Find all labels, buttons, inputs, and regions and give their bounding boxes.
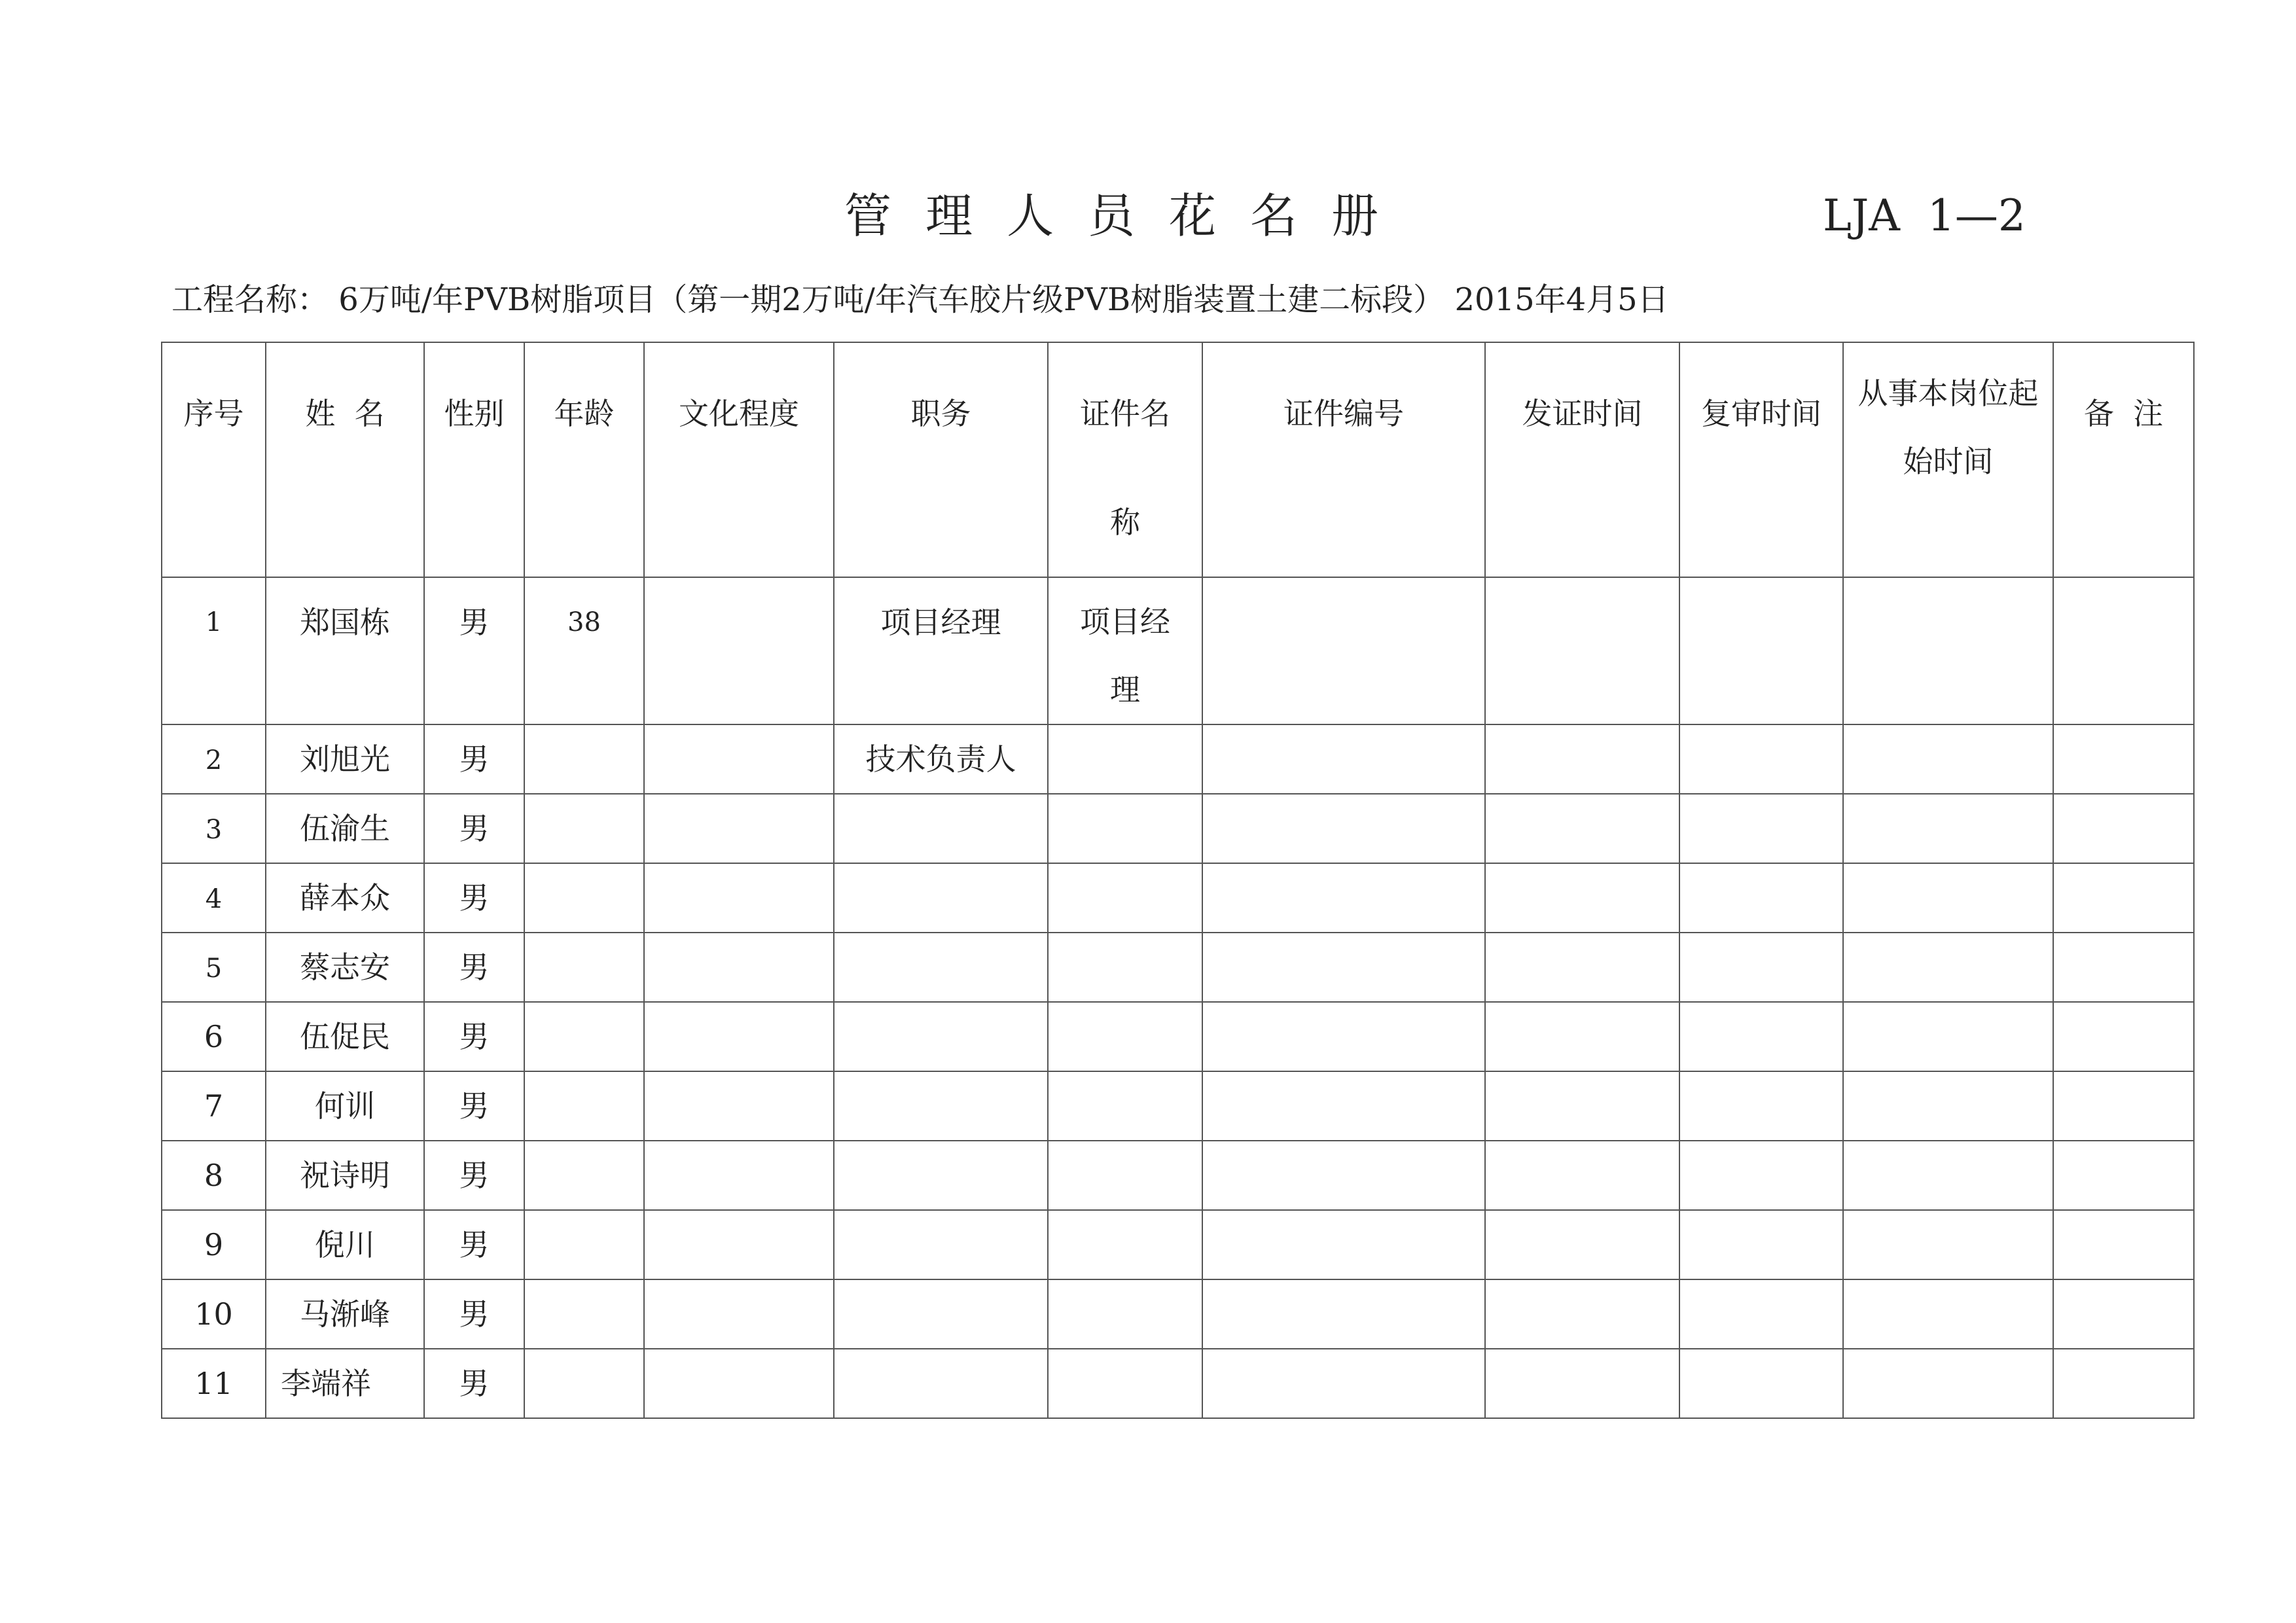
project-label: 工程名称： [171, 281, 329, 318]
cell-education [644, 1141, 834, 1210]
cell-age [524, 933, 644, 1002]
cell-gender: 男 [424, 577, 524, 724]
cell-name: 李端祥 [266, 1349, 424, 1418]
cell-gender: 男 [424, 1002, 524, 1071]
cell-remarks [2053, 724, 2194, 794]
cell-review-date [1679, 1002, 1843, 1071]
table-row [162, 577, 2194, 724]
cell-cert-no [1202, 933, 1485, 1002]
cell-cert-no [1202, 1002, 1485, 1071]
table-row [162, 863, 2194, 933]
cell-start-time [1843, 1141, 2053, 1210]
cell-cert-name: 项目经理 [1048, 577, 1202, 724]
personnel-roster-table [161, 342, 2195, 1419]
header-age: 年龄 [524, 342, 644, 577]
table-row [162, 724, 2194, 794]
cell-cert-name [1048, 1071, 1202, 1141]
cell-education [644, 1279, 834, 1349]
header-cert-name: 证件名称 [1048, 342, 1202, 577]
table-row [162, 1071, 2194, 1141]
table-header-row [162, 342, 2194, 577]
cell-remarks [2053, 1349, 2194, 1418]
cell-name: 马渐峰 [266, 1279, 424, 1349]
table-row [162, 1141, 2194, 1210]
cell-age [524, 1002, 644, 1071]
cell-start-time [1843, 577, 2053, 724]
cell-education [644, 863, 834, 933]
cell-issue-date [1485, 1141, 1679, 1210]
cell-issue-date [1485, 1002, 1679, 1071]
cell-remarks [2053, 1071, 2194, 1141]
cell-seq: 6 [162, 1002, 266, 1071]
cell-cert-no [1202, 1210, 1485, 1279]
cell-education [644, 794, 834, 863]
cell-cert-no [1202, 724, 1485, 794]
cell-cert-name [1048, 1141, 1202, 1210]
cell-seq: 10 [162, 1279, 266, 1349]
cell-cert-name [1048, 724, 1202, 794]
cell-cert-no [1202, 577, 1485, 724]
cell-education [644, 1349, 834, 1418]
cell-education [644, 577, 834, 724]
cell-remarks [2053, 794, 2194, 863]
cell-gender: 男 [424, 933, 524, 1002]
cell-start-time [1843, 1349, 2053, 1418]
cell-position [834, 1349, 1048, 1418]
cell-cert-no [1202, 794, 1485, 863]
cell-issue-date [1485, 933, 1679, 1002]
document-title: 管理人员花名册 [844, 188, 1413, 243]
cell-name: 郑国栋 [266, 577, 424, 724]
cell-education [644, 1071, 834, 1141]
cell-review-date [1679, 1349, 1843, 1418]
cell-issue-date [1485, 1071, 1679, 1141]
cell-position [834, 1071, 1048, 1141]
cell-cert-no [1202, 863, 1485, 933]
cell-education [644, 933, 834, 1002]
cell-position [834, 863, 1048, 933]
cell-start-time [1843, 1071, 2053, 1141]
cell-name: 祝诗明 [266, 1141, 424, 1210]
cell-education [644, 1210, 834, 1279]
cell-start-time [1843, 794, 2053, 863]
table-row [162, 933, 2194, 1002]
header-start-time: 从事本岗位起始时间 [1843, 342, 2053, 577]
cell-gender: 男 [424, 1141, 524, 1210]
cell-position [834, 933, 1048, 1002]
cell-name: 伍渝生 [266, 794, 424, 863]
cell-seq: 11 [162, 1349, 266, 1418]
cell-education [644, 724, 834, 794]
cell-review-date [1679, 1141, 1843, 1210]
cell-position [834, 1279, 1048, 1349]
cell-age [524, 863, 644, 933]
cell-start-time [1843, 1279, 2053, 1349]
cell-cert-name [1048, 1002, 1202, 1071]
header-education: 文化程度 [644, 342, 834, 577]
cell-name: 薛本众 [266, 863, 424, 933]
cell-start-time [1843, 933, 2053, 1002]
cell-review-date [1679, 1071, 1843, 1141]
cell-age [524, 1210, 644, 1279]
cell-age [524, 1071, 644, 1141]
cell-seq: 9 [162, 1210, 266, 1279]
cell-position [834, 1141, 1048, 1210]
cell-gender: 男 [424, 1071, 524, 1141]
cell-seq: 3 [162, 794, 266, 863]
cell-seq: 5 [162, 933, 266, 1002]
cell-issue-date [1485, 577, 1679, 724]
cell-name: 蔡志安 [266, 933, 424, 1002]
cell-gender: 男 [424, 794, 524, 863]
table-row [162, 1002, 2194, 1071]
cell-seq: 4 [162, 863, 266, 933]
cell-review-date [1679, 1210, 1843, 1279]
cell-seq: 8 [162, 1141, 266, 1210]
cell-name: 何训 [266, 1071, 424, 1141]
cell-age [524, 724, 644, 794]
cell-name: 倪川 [266, 1210, 424, 1279]
cell-position [834, 1002, 1048, 1071]
cell-gender: 男 [424, 1349, 524, 1418]
cell-gender: 男 [424, 724, 524, 794]
cell-age [524, 1141, 644, 1210]
cell-seq: 2 [162, 724, 266, 794]
header-cert-no: 证件编号 [1202, 342, 1485, 577]
cell-cert-no [1202, 1071, 1485, 1141]
cell-cert-name [1048, 1349, 1202, 1418]
cell-issue-date [1485, 1279, 1679, 1349]
cell-position: 技术负责人 [834, 724, 1048, 794]
header-remarks: 备 注 [2053, 342, 2194, 577]
cell-issue-date [1485, 724, 1679, 794]
cell-gender: 男 [424, 1210, 524, 1279]
cell-name: 伍促民 [266, 1002, 424, 1071]
cell-position [834, 794, 1048, 863]
cell-issue-date [1485, 863, 1679, 933]
cell-seq: 7 [162, 1071, 266, 1141]
cell-cert-no [1202, 1349, 1485, 1418]
cell-cert-name [1048, 1210, 1202, 1279]
cell-start-time [1843, 1210, 2053, 1279]
cell-remarks [2053, 933, 2194, 1002]
cell-start-time [1843, 863, 2053, 933]
cell-gender: 男 [424, 1279, 524, 1349]
cell-age [524, 794, 644, 863]
cell-review-date [1679, 724, 1843, 794]
cell-issue-date [1485, 1210, 1679, 1279]
project-line [171, 274, 1669, 326]
table-row [162, 1210, 2194, 1279]
cell-start-time [1843, 724, 2053, 794]
header-position: 职务 [834, 342, 1048, 577]
header-name: 姓 名 [266, 342, 424, 577]
cell-age: 38 [524, 577, 644, 724]
cell-remarks [2053, 863, 2194, 933]
table-row [162, 1349, 2194, 1418]
header-seq: 序号 [162, 342, 266, 577]
cell-remarks [2053, 1141, 2194, 1210]
cell-review-date [1679, 577, 1843, 724]
cell-cert-name [1048, 933, 1202, 1002]
cell-remarks [2053, 1002, 2194, 1071]
table-row [162, 1279, 2194, 1349]
cell-remarks [2053, 1279, 2194, 1349]
cell-review-date [1679, 794, 1843, 863]
project-name: 6万吨/年PVB树脂项目（第一期2万吨/年汽车胶片级PVB树脂装置土建二标段） [338, 281, 1445, 318]
cell-age [524, 1349, 644, 1418]
cell-cert-no [1202, 1141, 1485, 1210]
cell-review-date [1679, 933, 1843, 1002]
header-issue-date: 发证时间 [1485, 342, 1679, 577]
cell-remarks [2053, 577, 2194, 724]
cell-cert-name [1048, 863, 1202, 933]
cell-education [644, 1002, 834, 1071]
cell-review-date [1679, 1279, 1843, 1349]
cell-issue-date [1485, 794, 1679, 863]
cell-position [834, 1210, 1048, 1279]
cell-name: 刘旭光 [266, 724, 424, 794]
cell-remarks [2053, 1210, 2194, 1279]
cell-seq: 1 [162, 577, 266, 724]
table-row [162, 794, 2194, 863]
cell-start-time [1843, 1002, 2053, 1071]
cell-gender: 男 [424, 863, 524, 933]
form-code: LJA 1—2 [1823, 190, 2026, 241]
cell-cert-name [1048, 1279, 1202, 1349]
header-gender: 性别 [424, 342, 524, 577]
cell-review-date [1679, 863, 1843, 933]
cell-position: 项目经理 [834, 577, 1048, 724]
cell-age [524, 1279, 644, 1349]
cell-cert-no [1202, 1279, 1485, 1349]
cell-cert-name [1048, 794, 1202, 863]
header-review-date: 复审时间 [1679, 342, 1843, 577]
cell-issue-date [1485, 1349, 1679, 1418]
document-date: 2015年4月5日 [1454, 281, 1669, 318]
